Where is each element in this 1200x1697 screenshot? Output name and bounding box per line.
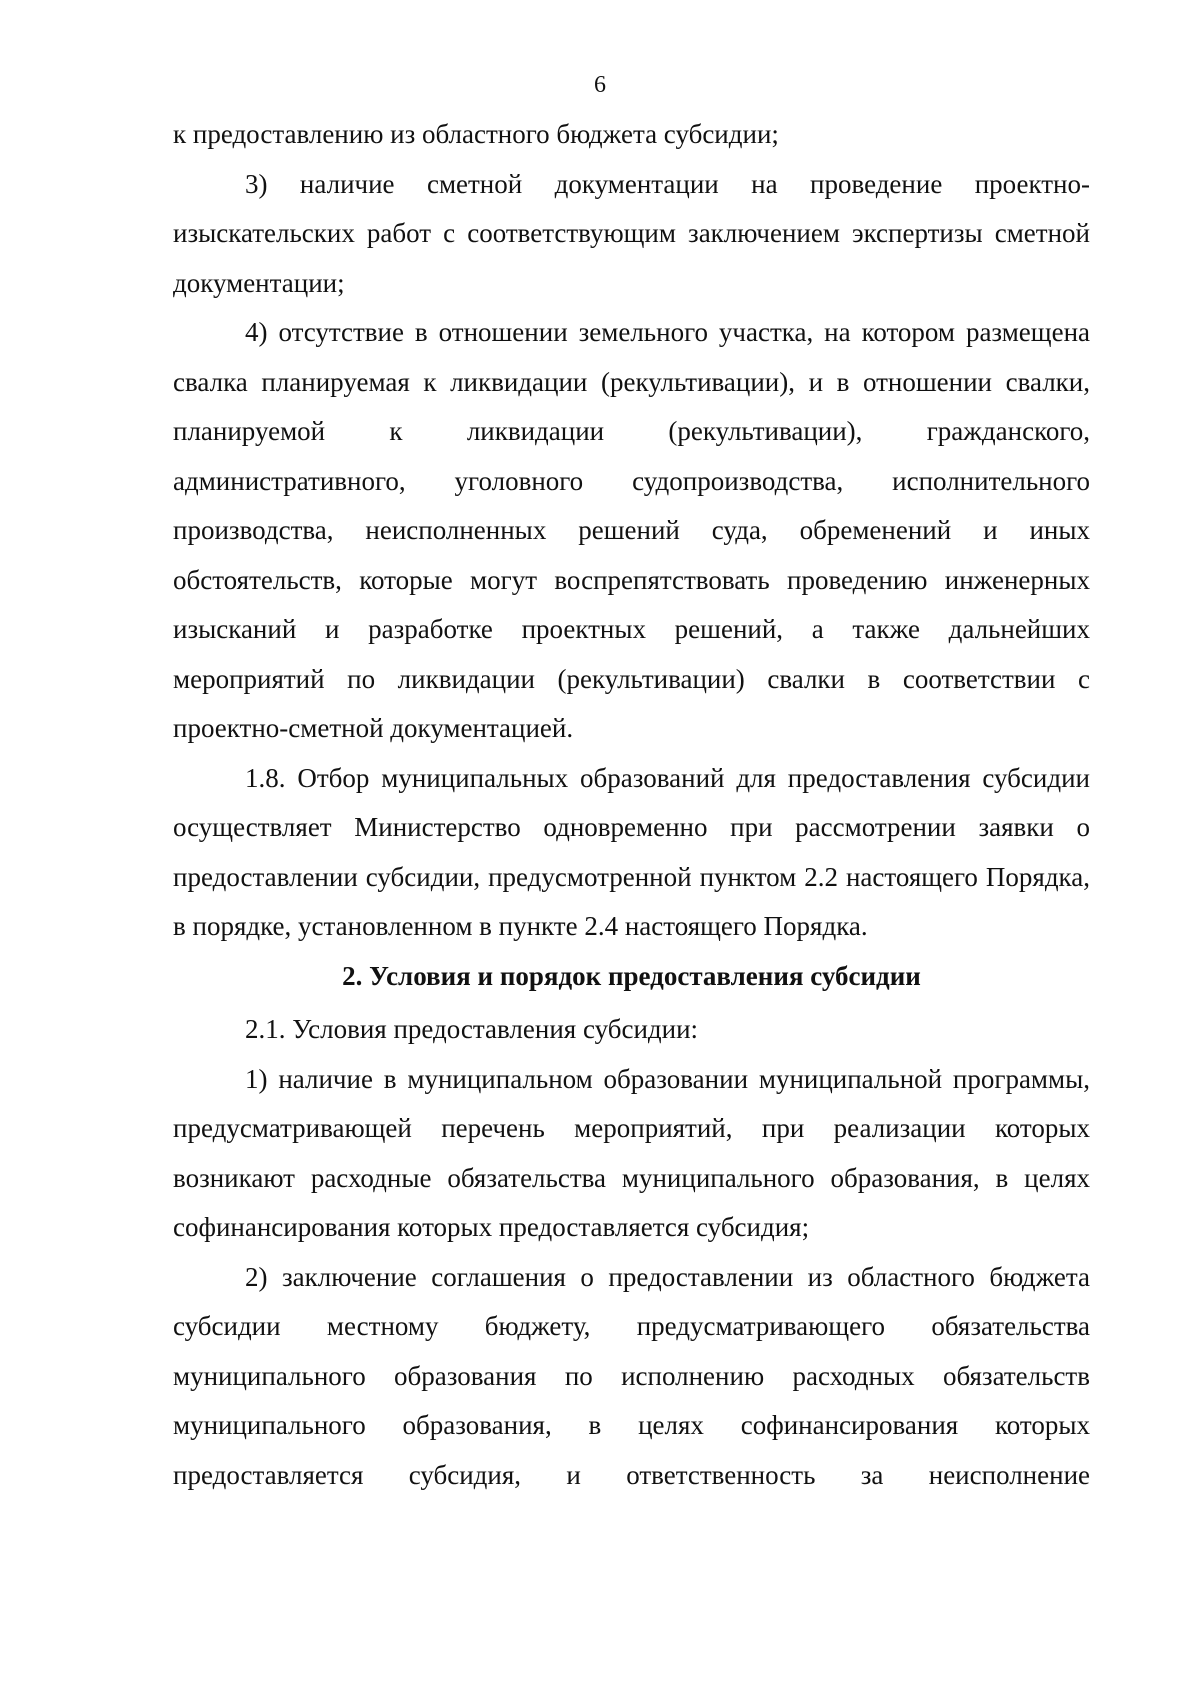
paragraph-clause-2-1: 2.1. Условия предоставления субсидии:	[245, 1014, 699, 1044]
paragraph-item-3: 3) наличие сметной документации на проведение проектно-изыскательских работ с соответствующим заключением экспертизы сметной документации;	[173, 168, 1090, 298]
paragraph-item-4: 4) отсутствие в отношении земельного участка, на котором размещена свалка планируемая к ликвидации (рекультивации), и в отношении свалки, планируемой к ликвидации (рекультивации), гражданского, административного, уголовного судопроизводства, исполнительного производства, неисполненных решений суда, обременений и иных обстоятельств, которые могут воспрепятствовать проведению инженерных изысканий и разработке проектных решений, а также дальнейших мероприятий по ликвидации (рекультивации) свалки в соответствии с проектно-сметной документацией.	[173, 317, 1090, 743]
document-body	[173, 110, 1090, 1500]
paragraph-condition-1: 1) наличие в муниципальном образовании муниципальной программы, предусматривающей перечень мероприятий, при реализации которых возникают расходные обязательства муниципального образования, в целях софинансирования которых предоставляется субсидия;	[173, 1063, 1090, 1242]
paragraph-continuation: к предоставлению из областного бюджета субсидии;	[173, 119, 779, 149]
page-number: 6	[594, 72, 606, 98]
paragraph-condition-2: 2) заключение соглашения о предоставлении из областного бюджета субсидии местному бюджету, предусматривающего обязательства муниципального образования по исполнению расходных обязательств муниципального образования, в целях софинансирования которых предоставляется субсидия, и ответственность за неисполнение	[173, 1261, 1090, 1490]
section-heading: 2. Условия и порядок предоставления субсидии	[342, 960, 921, 991]
paragraph-clause-1-8: 1.8. Отбор муниципальных образований для предоставления субсидии осуществляет Министерство одновременно при рассмотрении заявки о предоставлении субсидии, предусмотренной пунктом 2.2 настоящего Порядка, в порядке, установленном в пункте 2.4 настоящего Порядка.	[173, 762, 1090, 941]
